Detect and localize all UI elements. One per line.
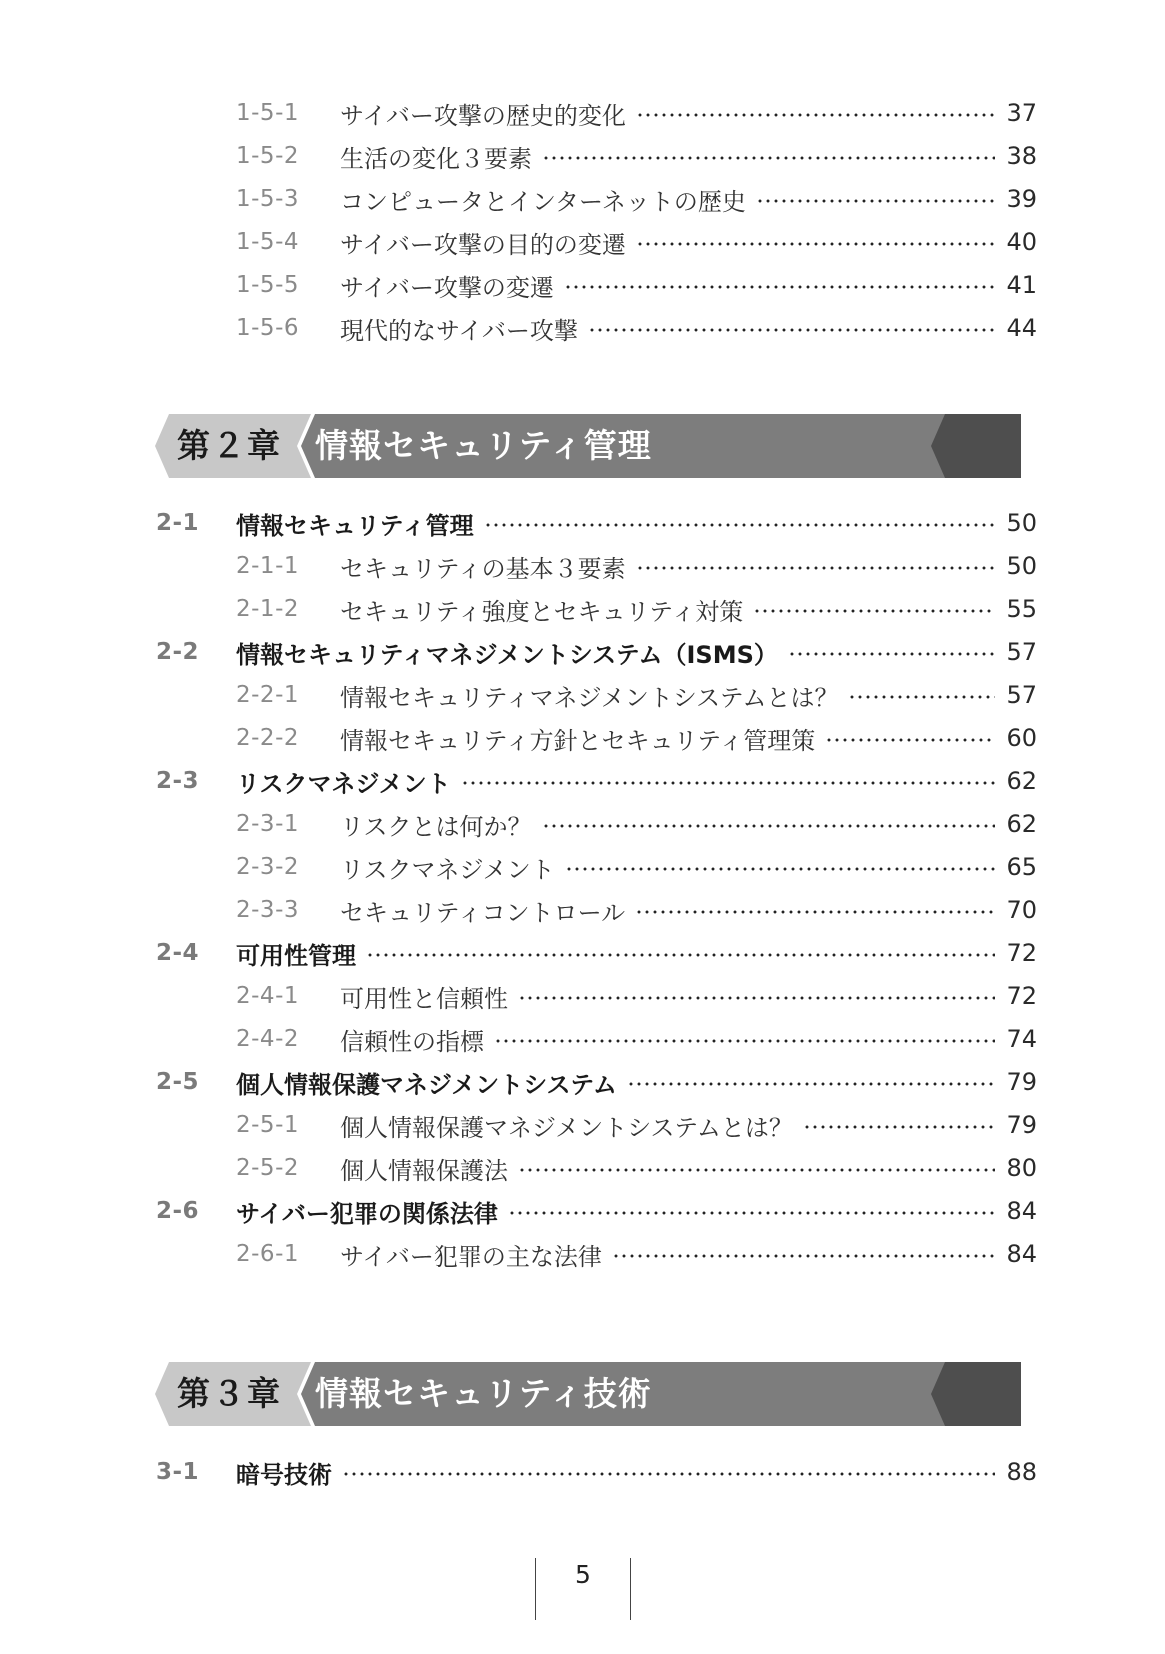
entry-number: 1-5-5 <box>236 272 299 298</box>
footer-divider-right <box>630 1558 631 1620</box>
entry-number: 1-5-6 <box>236 315 299 341</box>
entry-title: 可用性管理 <box>236 941 356 970</box>
chapter-banner <box>155 414 1035 478</box>
dot-leader <box>848 683 995 707</box>
entry-title: 信頼性の指標 <box>340 1027 484 1056</box>
entry-title: セキュリティの基本３要素 <box>340 554 626 583</box>
entry-number: 2-3-2 <box>236 854 299 880</box>
toc-entry[interactable] <box>0 93 1165 133</box>
toc-section-entry[interactable] <box>0 503 1165 543</box>
dot-leader <box>342 1460 995 1484</box>
chapter-number: 第３章 <box>177 1374 282 1413</box>
dot-leader <box>636 230 995 254</box>
entry-title: サイバー犯罪の主な法律 <box>340 1242 602 1271</box>
dot-leader <box>756 187 995 211</box>
entry-title: サイバー攻撃の歴史的変化 <box>340 101 626 130</box>
entry-number: 3-1 <box>156 1459 200 1485</box>
toc-entry[interactable] <box>0 265 1165 305</box>
entry-page: 37 <box>1006 99 1037 127</box>
entry-page: 79 <box>1006 1111 1037 1139</box>
entry-number: 2-5-2 <box>236 1155 299 1181</box>
toc-section-entry[interactable] <box>0 632 1165 672</box>
dot-leader <box>627 1070 995 1094</box>
entry-page: 70 <box>1006 896 1037 924</box>
entry-title: 暗号技術 <box>236 1460 332 1489</box>
chapter-number: 第２章 <box>177 426 282 465</box>
entry-page: 80 <box>1006 1154 1037 1182</box>
entry-page: 39 <box>1006 185 1037 213</box>
entry-page: 62 <box>1006 767 1037 795</box>
entry-number: 1-5-1 <box>236 100 299 126</box>
entry-title: コンピュータとインターネットの歴史 <box>340 187 746 216</box>
toc-entry[interactable] <box>0 804 1165 844</box>
entry-title: 生活の変化３要素 <box>340 144 532 173</box>
toc-entry[interactable] <box>0 179 1165 219</box>
page-number: 5 <box>575 1560 591 1589</box>
toc-entry[interactable] <box>0 308 1165 348</box>
entry-number: 2-4 <box>156 940 200 966</box>
entry-number: 2-4-1 <box>236 983 299 1009</box>
toc-section-entry[interactable] <box>0 1062 1165 1102</box>
dot-leader <box>636 554 995 578</box>
dot-leader <box>753 597 995 621</box>
footer-divider-left <box>535 1558 536 1620</box>
chapter-title: 情報セキュリティ技術 <box>315 1374 652 1413</box>
entry-number: 2-5-1 <box>236 1112 299 1138</box>
entry-page: 84 <box>1006 1197 1037 1225</box>
entry-number: 2-1-2 <box>236 596 299 622</box>
toc-entry[interactable] <box>0 222 1165 262</box>
dot-leader <box>588 316 995 340</box>
chapter-banner <box>155 1362 1035 1426</box>
entry-number: 2-3 <box>156 768 200 794</box>
toc-entry[interactable] <box>0 976 1165 1016</box>
entry-page: 84 <box>1006 1240 1037 1268</box>
toc-entry[interactable] <box>0 675 1165 715</box>
dot-leader <box>564 273 995 297</box>
entry-title: セキュリティ強度とセキュリティ対策 <box>340 597 744 626</box>
entry-number: 2-1-1 <box>236 553 299 579</box>
entry-title: 可用性と信頼性 <box>340 984 508 1013</box>
entry-number: 1-5-4 <box>236 229 299 255</box>
chapter-title: 情報セキュリティ管理 <box>315 426 652 465</box>
entry-title: 個人情報保護法 <box>340 1156 508 1185</box>
entry-page: 38 <box>1006 142 1037 170</box>
dot-leader <box>366 941 995 965</box>
dot-leader <box>825 726 995 750</box>
entry-title: サイバー犯罪の関係法律 <box>236 1199 498 1228</box>
entry-number: 2-2-2 <box>236 725 299 751</box>
entry-page: 60 <box>1006 724 1037 752</box>
entry-page: 62 <box>1006 810 1037 838</box>
toc-section-entry[interactable] <box>0 1452 1165 1492</box>
dot-leader <box>636 101 995 125</box>
dot-leader <box>565 855 995 879</box>
entry-title: 現代的なサイバー攻撃 <box>340 316 578 345</box>
entry-title: 情報セキュリティ方針とセキュリティ管理策 <box>340 726 816 755</box>
entry-page: 57 <box>1006 681 1037 709</box>
entry-number: 2-5 <box>156 1069 200 1095</box>
toc-entry[interactable] <box>0 589 1165 629</box>
entry-page: 88 <box>1006 1458 1037 1486</box>
toc-entry[interactable] <box>0 847 1165 887</box>
entry-page: 44 <box>1006 314 1037 342</box>
entry-title: セキュリティコントロール <box>340 898 626 927</box>
toc-entry[interactable] <box>0 1234 1165 1274</box>
entry-page: 65 <box>1006 853 1037 881</box>
entry-title: 個人情報保護マネジメントシステム <box>236 1070 617 1099</box>
dot-leader <box>461 769 995 793</box>
toc-entry[interactable] <box>0 546 1165 586</box>
entry-title: リスクとは何か？ <box>340 812 532 841</box>
entry-title: 情報セキュリティマネジメントシステム（ISMS） <box>236 640 778 669</box>
entry-page: 50 <box>1006 509 1037 537</box>
dot-leader <box>612 1242 995 1266</box>
entry-number: 2-6 <box>156 1198 200 1224</box>
entry-page: 50 <box>1006 552 1037 580</box>
entry-number: 1-5-2 <box>236 143 299 169</box>
entry-page: 72 <box>1006 939 1037 967</box>
entry-page: 40 <box>1006 228 1037 256</box>
entry-page: 55 <box>1006 595 1037 623</box>
entry-title: 情報セキュリティマネジメントシステムとは？ <box>340 683 839 712</box>
entry-number: 2-3-1 <box>236 811 299 837</box>
entry-number: 2-3-3 <box>236 897 299 923</box>
entry-number: 2-4-2 <box>236 1026 299 1052</box>
entry-page: 57 <box>1006 638 1037 666</box>
entry-title: 情報セキュリティ管理 <box>236 511 474 540</box>
entry-number: 1-5-3 <box>236 186 299 212</box>
dot-leader <box>635 898 995 922</box>
dot-leader <box>518 984 995 1008</box>
entry-number: 2-2 <box>156 639 200 665</box>
dot-leader <box>542 144 995 168</box>
toc-entry[interactable] <box>0 1148 1165 1188</box>
toc-section-entry[interactable] <box>0 761 1165 801</box>
toc-entry[interactable] <box>0 890 1165 930</box>
entry-page: 72 <box>1006 982 1037 1010</box>
dot-leader <box>484 511 995 535</box>
entry-page: 41 <box>1006 271 1037 299</box>
dot-leader <box>518 1156 995 1180</box>
toc-entry[interactable] <box>0 136 1165 176</box>
toc-entry[interactable] <box>0 718 1165 758</box>
entry-page: 79 <box>1006 1068 1037 1096</box>
entry-title: リスクマネジメント <box>340 855 555 884</box>
toc-entry[interactable] <box>0 1105 1165 1145</box>
dot-leader <box>803 1113 995 1137</box>
entry-title: サイバー攻撃の目的の変遷 <box>340 230 626 259</box>
dot-leader <box>494 1027 995 1051</box>
entry-title: リスクマネジメント <box>236 769 451 798</box>
entry-number: 2-6-1 <box>236 1241 299 1267</box>
toc-section-entry[interactable] <box>0 933 1165 973</box>
entry-title: サイバー攻撃の変遷 <box>340 273 554 302</box>
entry-number: 2-2-1 <box>236 682 299 708</box>
dot-leader <box>508 1199 995 1223</box>
entry-title: 個人情報保護マネジメントシステムとは？ <box>340 1113 793 1142</box>
dot-leader <box>788 640 995 664</box>
toc-section-entry[interactable] <box>0 1191 1165 1231</box>
toc-entry[interactable] <box>0 1019 1165 1059</box>
entry-page: 74 <box>1006 1025 1037 1053</box>
entry-number: 2-1 <box>156 510 200 536</box>
dot-leader <box>542 812 995 836</box>
